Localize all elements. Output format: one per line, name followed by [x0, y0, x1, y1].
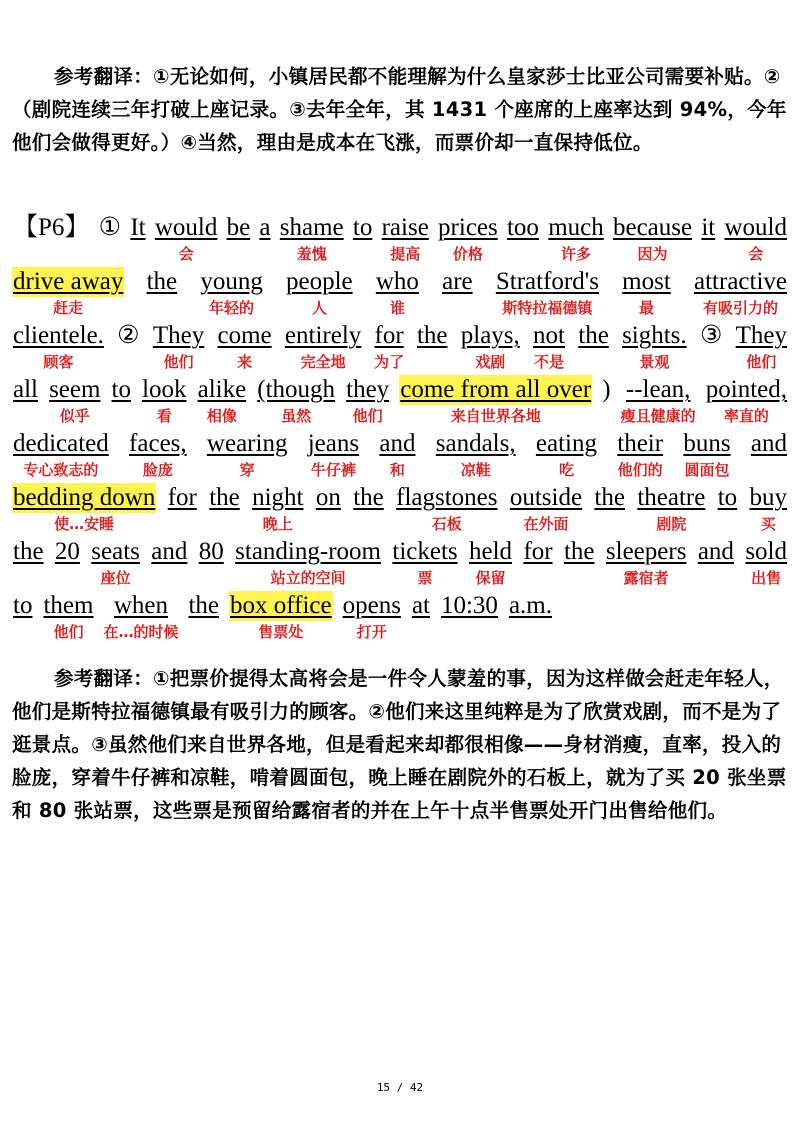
chinese-gloss: 景观	[639, 353, 670, 371]
chinese-gloss	[167, 567, 172, 589]
chinese-gloss: 羞愧	[296, 245, 327, 263]
chinese-gloss: 他们	[163, 353, 194, 371]
english-word: people	[286, 268, 353, 295]
english-word: sights.	[622, 322, 687, 349]
english-word: a.m.	[508, 592, 552, 619]
chinese-gloss: 凉鞋	[460, 461, 491, 479]
gloss-pair	[416, 321, 449, 373]
english-word: to	[717, 484, 738, 511]
english-word: and	[750, 430, 787, 457]
chinese-gloss: 来	[237, 353, 253, 371]
gloss-pair	[506, 213, 540, 265]
gloss-line	[12, 429, 788, 483]
gloss-pair	[342, 591, 402, 643]
chinese-gloss: 最	[638, 299, 654, 317]
gloss-pair	[150, 537, 188, 589]
english-word: attractive	[694, 268, 787, 295]
gloss-pair	[98, 213, 122, 265]
gloss-pair	[381, 213, 430, 265]
gloss-pair	[699, 321, 723, 373]
gloss-pair	[621, 267, 672, 319]
gloss-pair	[197, 375, 248, 427]
gloss-pair	[705, 375, 788, 427]
gloss-pair	[621, 375, 696, 427]
gloss-pair	[251, 483, 304, 535]
chinese-gloss	[135, 243, 140, 265]
chinese-gloss: 瘦且健康的	[620, 407, 696, 425]
chinese-gloss: 在外面	[523, 515, 569, 533]
chinese-gloss	[222, 513, 227, 535]
english-word: standing-room	[235, 538, 381, 565]
english-word: dedicated	[13, 430, 109, 457]
english-word: the	[563, 538, 595, 565]
english-word: the	[594, 484, 625, 511]
english-word: buns	[683, 430, 731, 457]
highlighted-phrase: box office	[230, 592, 332, 619]
gloss-pair	[12, 591, 33, 643]
english-word: seats	[91, 538, 140, 565]
english-word: It	[130, 214, 146, 241]
gloss-pair	[435, 429, 517, 481]
gloss-pair	[735, 321, 788, 373]
english-word: too	[506, 214, 539, 241]
english-word: are	[442, 268, 473, 295]
english-word: 80	[198, 538, 224, 565]
gloss-pair	[256, 375, 336, 427]
gloss-pair	[217, 321, 273, 373]
gloss-pair	[12, 375, 39, 427]
gloss-pair	[636, 483, 706, 535]
english-word: seem	[49, 376, 101, 403]
gloss-pair	[284, 321, 362, 373]
chinese-gloss: 提高	[390, 245, 421, 263]
english-word: plays,	[460, 322, 520, 349]
gloss-pair	[468, 537, 513, 589]
gloss-pair	[375, 267, 420, 319]
gloss-pair	[547, 213, 605, 265]
gloss-pair	[717, 483, 738, 535]
chinese-gloss	[65, 567, 70, 589]
english-word: sleepers	[605, 538, 687, 565]
gloss-pair	[12, 483, 156, 535]
chinese-gloss: 不是	[534, 353, 565, 371]
gloss-pair	[593, 483, 626, 535]
english-word: 【P6】	[13, 214, 90, 241]
gloss-pair	[141, 375, 187, 427]
chinese-gloss	[725, 513, 730, 535]
english-word: to	[111, 376, 131, 403]
english-word: the	[13, 538, 44, 565]
chinese-gloss	[766, 459, 771, 481]
english-word: raise	[381, 214, 429, 241]
gloss-pair	[391, 537, 458, 589]
chinese-gloss: 有吸引力的	[702, 299, 778, 317]
gloss-pair	[206, 429, 289, 481]
chinese-gloss: 票	[417, 569, 433, 587]
chinese-gloss: 赶走	[53, 299, 84, 317]
english-word: a	[259, 214, 271, 241]
chinese-gloss	[706, 243, 711, 265]
gloss-pair	[508, 591, 553, 643]
chinese-gloss: 戏剧	[475, 353, 506, 371]
english-word: to	[13, 592, 33, 619]
english-word: when	[113, 592, 169, 619]
english-word: (though	[257, 376, 336, 403]
gloss-pair	[437, 213, 499, 265]
gloss-pair	[441, 267, 474, 319]
chinese-gloss	[360, 243, 365, 265]
gloss-pair	[532, 321, 566, 373]
gloss-pair	[697, 537, 735, 589]
chinese-gloss	[326, 513, 331, 535]
gloss-pair	[103, 591, 178, 643]
chinese-gloss	[180, 513, 185, 535]
english-word: all	[13, 376, 38, 403]
english-word: the	[353, 484, 384, 511]
gloss-pair	[226, 213, 252, 265]
english-word: jeans	[307, 430, 360, 457]
english-word: They	[735, 322, 787, 349]
gloss-line	[12, 537, 788, 591]
chinese-gloss	[126, 351, 131, 373]
gloss-pair	[563, 537, 596, 589]
gloss-pair	[682, 429, 731, 481]
english-word: sandals,	[435, 430, 516, 457]
english-word: ②	[117, 322, 140, 349]
english-word: flagstones	[396, 484, 498, 511]
chinese-gloss	[262, 243, 267, 265]
chinese-gloss: 相像	[206, 407, 237, 425]
english-word: much	[548, 214, 604, 241]
chinese-gloss: 人	[311, 299, 327, 317]
highlighted-phrase: bedding down	[13, 484, 156, 511]
english-word: most	[622, 268, 671, 295]
chinese-gloss: 晚上	[262, 515, 293, 533]
english-word: and	[379, 430, 416, 457]
chinese-gloss: 会	[178, 245, 194, 263]
gloss-pair	[750, 429, 788, 481]
gloss-line	[12, 213, 788, 267]
chinese-gloss: 牛仔裤	[310, 461, 356, 479]
chinese-gloss	[591, 351, 596, 373]
english-word: the	[416, 322, 448, 349]
chinese-gloss	[107, 243, 112, 265]
gloss-pair	[352, 483, 385, 535]
chinese-gloss	[209, 567, 214, 589]
english-word: )	[602, 376, 611, 403]
gloss-pair	[693, 267, 788, 319]
chinese-gloss: 会	[748, 245, 764, 263]
english-word: for	[374, 322, 404, 349]
gloss-line	[12, 267, 788, 321]
gloss-pair	[146, 267, 179, 319]
gloss-pair	[12, 213, 90, 265]
english-word: buy	[749, 484, 787, 511]
gloss-pair	[744, 537, 788, 589]
chinese-gloss	[236, 243, 241, 265]
english-word: not	[533, 322, 565, 349]
gloss-pair	[460, 321, 521, 373]
english-word: theatre	[637, 484, 706, 511]
chinese-gloss	[23, 405, 28, 427]
gloss-pair	[700, 213, 716, 265]
chinese-gloss: 谁	[389, 299, 405, 317]
chinese-gloss: 他们的	[617, 461, 663, 479]
english-word: night	[252, 484, 304, 511]
chinese-gloss	[430, 351, 435, 373]
gloss-pair	[12, 321, 105, 373]
chinese-gloss: 完全地	[300, 353, 346, 371]
english-word: 20	[54, 538, 80, 565]
gloss-pair	[601, 375, 611, 427]
chinese-gloss: 使…安睡	[54, 515, 115, 533]
chinese-gloss: 虽然	[281, 407, 312, 425]
gloss-pair	[111, 375, 132, 427]
gloss-pair	[54, 537, 81, 589]
highlighted-phrase: drive away	[13, 268, 124, 295]
gloss-pair	[724, 213, 789, 265]
english-word: shame	[279, 214, 344, 241]
chinese-gloss: 剧院	[656, 515, 687, 533]
chinese-gloss: 他们	[53, 623, 84, 641]
gloss-pair	[116, 321, 140, 373]
gloss-pair	[411, 591, 431, 643]
english-word: the	[146, 268, 178, 295]
english-word: --lean,	[625, 376, 691, 403]
chinese-gloss	[520, 243, 525, 265]
english-word: young	[200, 268, 263, 295]
chinese-gloss: 为了	[374, 353, 405, 371]
gloss-pair	[352, 213, 373, 265]
gloss-pair	[535, 429, 598, 481]
english-word: who	[375, 268, 419, 295]
gloss-pair	[258, 213, 271, 265]
english-word: would	[154, 214, 218, 241]
chinese-gloss: 售票处	[258, 623, 304, 641]
english-word: come	[217, 322, 272, 349]
chinese-gloss	[159, 297, 164, 319]
english-word: held	[469, 538, 513, 565]
chinese-gloss: 似乎	[59, 407, 90, 425]
chinese-gloss: 出售	[751, 569, 782, 587]
chinese-gloss: 他们	[352, 407, 383, 425]
chinese-gloss: 吃	[558, 461, 574, 479]
english-word: the	[188, 592, 220, 619]
gloss-pair	[345, 375, 390, 427]
english-word: faces,	[129, 430, 187, 457]
chinese-gloss	[604, 405, 609, 427]
english-word: sold	[745, 538, 787, 565]
gloss-pair	[12, 267, 124, 319]
english-word: the	[209, 484, 240, 511]
gloss-line	[12, 591, 788, 645]
gloss-pair	[378, 429, 416, 481]
chinese-gloss: 打开	[356, 623, 387, 641]
chinese-gloss: 斯特拉福德镇	[502, 299, 593, 317]
reference-translation-1: 参考翻译：①无论如何，小镇居民都不能理解为什么皇家莎士比亚公司需要补贴。②（剧院连续三年打破上座记录。③去年全年，其 1431 个座席的上座率达到 94%，今年他们会做得更好。）④当然，理由是成本在飞涨，而票价却一直保持低位。	[12, 65, 787, 154]
english-word: them	[43, 592, 94, 619]
gloss-pair	[279, 213, 345, 265]
chinese-gloss: 在…的时候	[103, 623, 179, 641]
gloss-pair	[152, 321, 205, 373]
english-word: pointed,	[705, 376, 787, 403]
english-word: alike	[197, 376, 247, 403]
chinese-gloss: 看	[156, 407, 172, 425]
chinese-gloss	[366, 513, 371, 535]
gloss-pair	[495, 267, 600, 319]
gloss-pair	[374, 321, 405, 373]
english-word: 10:30	[440, 592, 498, 619]
chinese-gloss: 座位	[100, 569, 131, 587]
chinese-gloss: 来自世界各地	[450, 407, 541, 425]
gloss-pair	[522, 537, 553, 589]
chinese-gloss: 露宿者	[623, 569, 669, 587]
english-word: eating	[535, 430, 597, 457]
chinese-gloss: 穿	[239, 461, 255, 479]
gloss-pair	[749, 483, 789, 535]
chinese-gloss: 专心致志的	[23, 461, 99, 479]
english-word: it	[701, 214, 716, 241]
gloss-pair	[315, 483, 342, 535]
chinese-gloss	[528, 621, 533, 643]
gloss-pair	[399, 375, 592, 427]
highlighted-phrase: come from all over	[400, 376, 592, 403]
gloss-pair	[440, 591, 499, 643]
chinese-gloss	[20, 621, 25, 643]
gloss-pair	[208, 483, 241, 535]
chinese-gloss	[709, 351, 714, 373]
english-word: opens	[342, 592, 401, 619]
english-word: their	[617, 430, 664, 457]
english-word: would	[724, 214, 787, 241]
english-word: tickets	[392, 538, 458, 565]
chinese-gloss: 石板	[431, 515, 462, 533]
gloss-pair	[90, 537, 141, 589]
english-word: prices	[438, 214, 498, 241]
chinese-gloss	[455, 297, 460, 319]
chinese-gloss: 价格	[452, 245, 483, 263]
chinese-gloss	[49, 243, 54, 265]
gloss-pair	[129, 213, 146, 265]
chinese-gloss: 站立的空间	[270, 569, 346, 587]
gloss-pair	[234, 537, 382, 589]
english-word: outside	[509, 484, 583, 511]
chinese-gloss	[119, 405, 124, 427]
english-word: wearing	[206, 430, 288, 457]
gloss-pair	[605, 537, 688, 589]
english-word: ③	[699, 322, 723, 349]
gloss-pair	[229, 591, 333, 643]
english-word: be	[226, 214, 251, 241]
chinese-gloss	[26, 567, 31, 589]
chinese-gloss: 买	[760, 515, 776, 533]
chinese-gloss: 保留	[475, 569, 506, 587]
gloss-pair	[12, 429, 110, 481]
gloss-pair	[395, 483, 498, 535]
chinese-gloss: 和	[389, 461, 405, 479]
gloss-pair	[12, 537, 45, 589]
english-word: for	[167, 484, 197, 511]
chinese-gloss	[535, 567, 540, 589]
gloss-pair	[612, 213, 693, 265]
gloss-pair	[285, 267, 354, 319]
gloss-pair	[621, 321, 688, 373]
gloss-pair	[154, 213, 219, 265]
english-word: clientele.	[13, 322, 104, 349]
chinese-gloss: 圆面包	[684, 461, 730, 479]
gloss-pair	[42, 591, 94, 643]
chinese-gloss	[607, 513, 612, 535]
chinese-gloss	[418, 621, 423, 643]
gloss-pair	[48, 375, 101, 427]
gloss-pair	[616, 429, 664, 481]
gloss-pair	[198, 537, 225, 589]
english-word: because	[612, 214, 693, 241]
english-word: and	[151, 538, 188, 565]
page-number: 15 / 42	[376, 1081, 424, 1094]
english-word: on	[315, 484, 341, 511]
english-word: entirely	[284, 322, 362, 349]
gloss-line	[12, 321, 788, 375]
gloss-pair	[187, 591, 220, 643]
gloss-pair	[509, 483, 583, 535]
english-word: the	[578, 322, 609, 349]
gloss-pair	[128, 429, 188, 481]
chinese-gloss: 他们	[746, 353, 777, 371]
english-word: and	[697, 538, 734, 565]
chinese-gloss	[577, 567, 582, 589]
chinese-gloss: 率直的	[723, 407, 769, 425]
english-word: Stratford's	[495, 268, 599, 295]
chinese-gloss: 因为	[637, 245, 668, 263]
chinese-gloss: 年轻的	[209, 299, 255, 317]
reference-translation-2: 参考翻译：①把票价提得太高将会是一件令人蒙羞的事，因为这样做会赶走年轻人，他们是斯特拉福德镇最有吸引力的顾客。②他们来这里纯粹是为了欣赏戏剧，而不是为了逛景点。③虽然他们来自世界各地，但是看起来却都很相像——身材消瘦，直率，投入的脸庞，穿着牛仔裤和凉鞋，啃着圆面包，晚上睡在剧院外的石板上，就为了买 20 张坐票和 80 张站票，这些票是预留给露宿者的并在上午十点半售票处开门出售给他们。	[12, 667, 787, 822]
chinese-gloss	[713, 567, 718, 589]
english-word: look	[142, 376, 187, 403]
gloss-pair	[199, 267, 264, 319]
chinese-gloss	[201, 621, 206, 643]
english-word: to	[352, 214, 373, 241]
english-word: at	[411, 592, 430, 619]
gloss-pair	[577, 321, 610, 373]
english-word: they	[346, 376, 390, 403]
gloss-line	[12, 375, 788, 429]
gloss-line	[12, 483, 788, 537]
english-word: They	[152, 322, 205, 349]
chinese-gloss	[467, 621, 472, 643]
english-word: for	[523, 538, 553, 565]
chinese-gloss: 顾客	[43, 353, 74, 371]
chinese-gloss: 脸庞	[142, 461, 173, 479]
english-word: ①	[98, 214, 122, 241]
chinese-gloss: 许多	[560, 245, 591, 263]
gloss-pair	[307, 429, 360, 481]
gloss-pair	[167, 483, 198, 535]
